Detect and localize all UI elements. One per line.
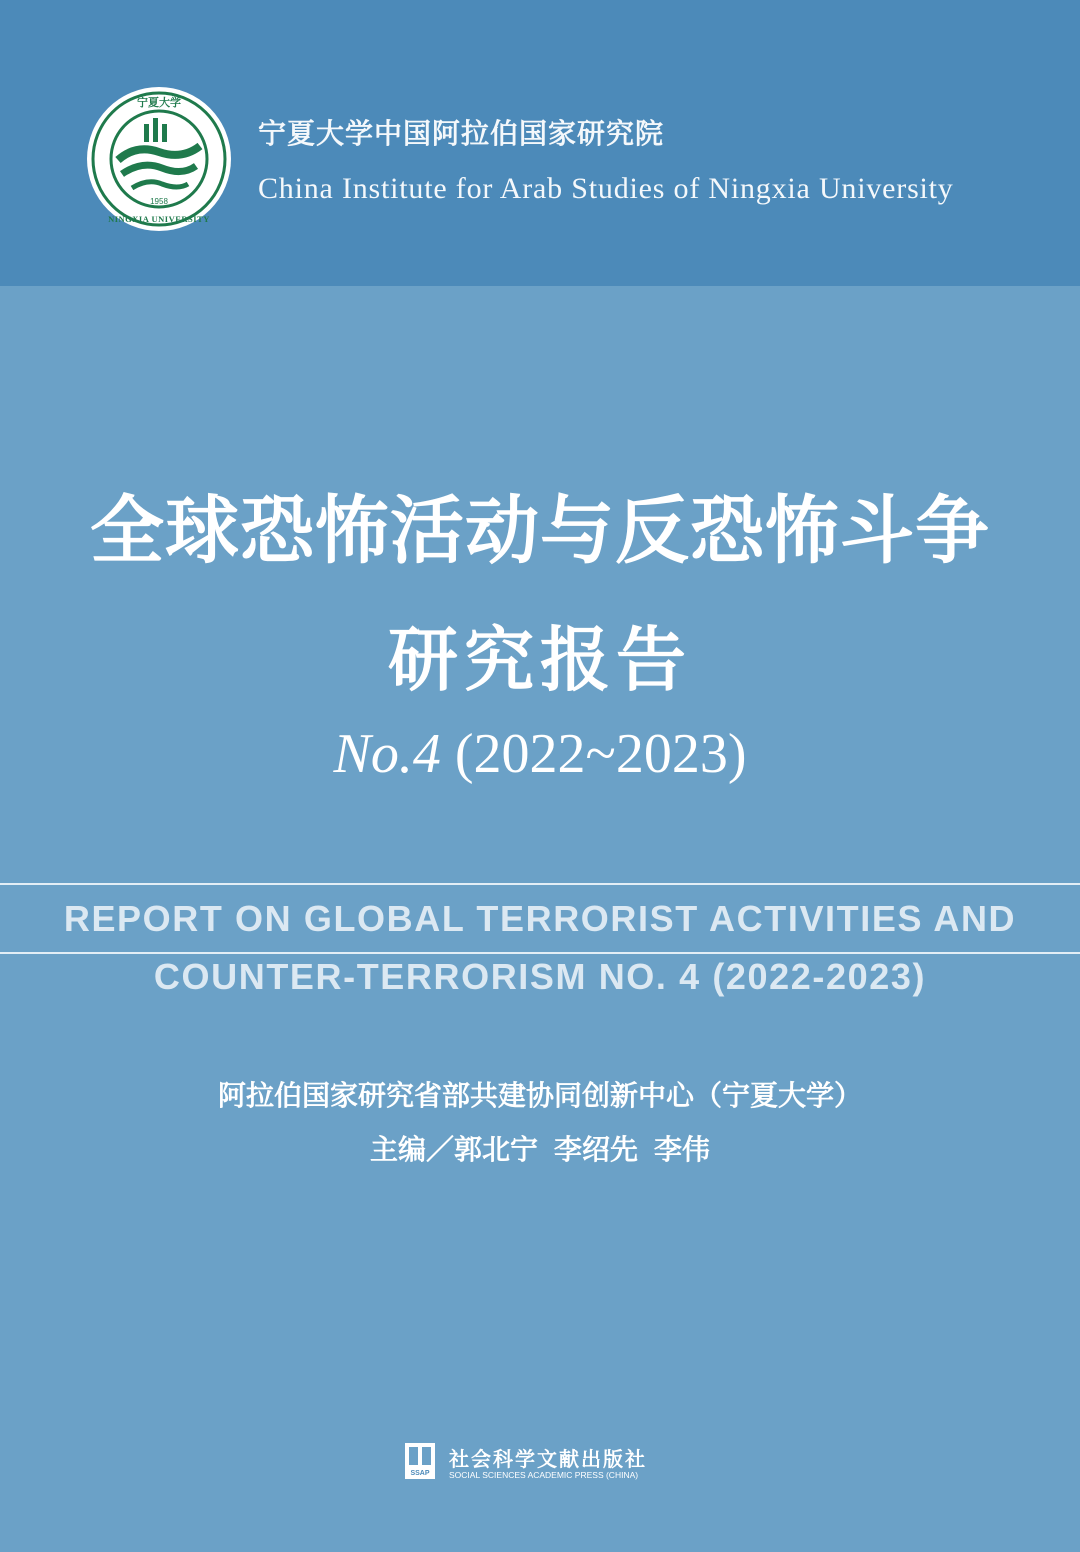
editor-name-3: 李伟: [654, 1133, 711, 1166]
editors-label: 主编／郭北宁: [369, 1133, 538, 1166]
publisher-name-cn: 社会科学文献出版社: [449, 1447, 647, 1471]
publisher-name-en: SOCIAL SCIENCES ACADEMIC PRESS (CHINA): [449, 1470, 639, 1480]
volume-line: [0, 722, 1080, 786]
english-title-line2: COUNTER-TERRORISM NO. 4 (2022-2023): [153, 956, 927, 997]
volume-number: No.4: [333, 723, 441, 785]
divider-top: [0, 883, 1080, 885]
book-title-sub: 研究报告: [388, 619, 692, 701]
book-title-main: 全球恐怖活动与反恐怖斗争: [90, 488, 990, 574]
institute-name-en: China Institute for Arab Studies of Ningxia University: [258, 172, 954, 205]
ssap-mark-text: SSAP: [410, 1470, 430, 1477]
institute-name-cn: 宁夏大学中国阿拉伯国家研究院: [258, 117, 665, 150]
ssap-logo-icon: [405, 1443, 435, 1479]
logo-year: 1958: [150, 197, 168, 206]
ningxia-university-logo: [86, 86, 232, 232]
research-center-name: 阿拉伯国家研究省部共建协同创新中心（宁夏大学）: [217, 1079, 862, 1112]
english-title-line1: REPORT ON GLOBAL TERRORIST ACTIVITIES AND: [63, 898, 1017, 939]
editors-line: [0, 1128, 1080, 1168]
volume-years: (2022~2023): [454, 723, 747, 785]
editor-name-2: 李绍先: [553, 1133, 638, 1166]
divider-bottom: [0, 952, 1080, 954]
logo-top-text: 宁夏大学: [137, 96, 181, 109]
logo-ring-text: NINGXIA UNIVERSITY: [108, 214, 210, 224]
